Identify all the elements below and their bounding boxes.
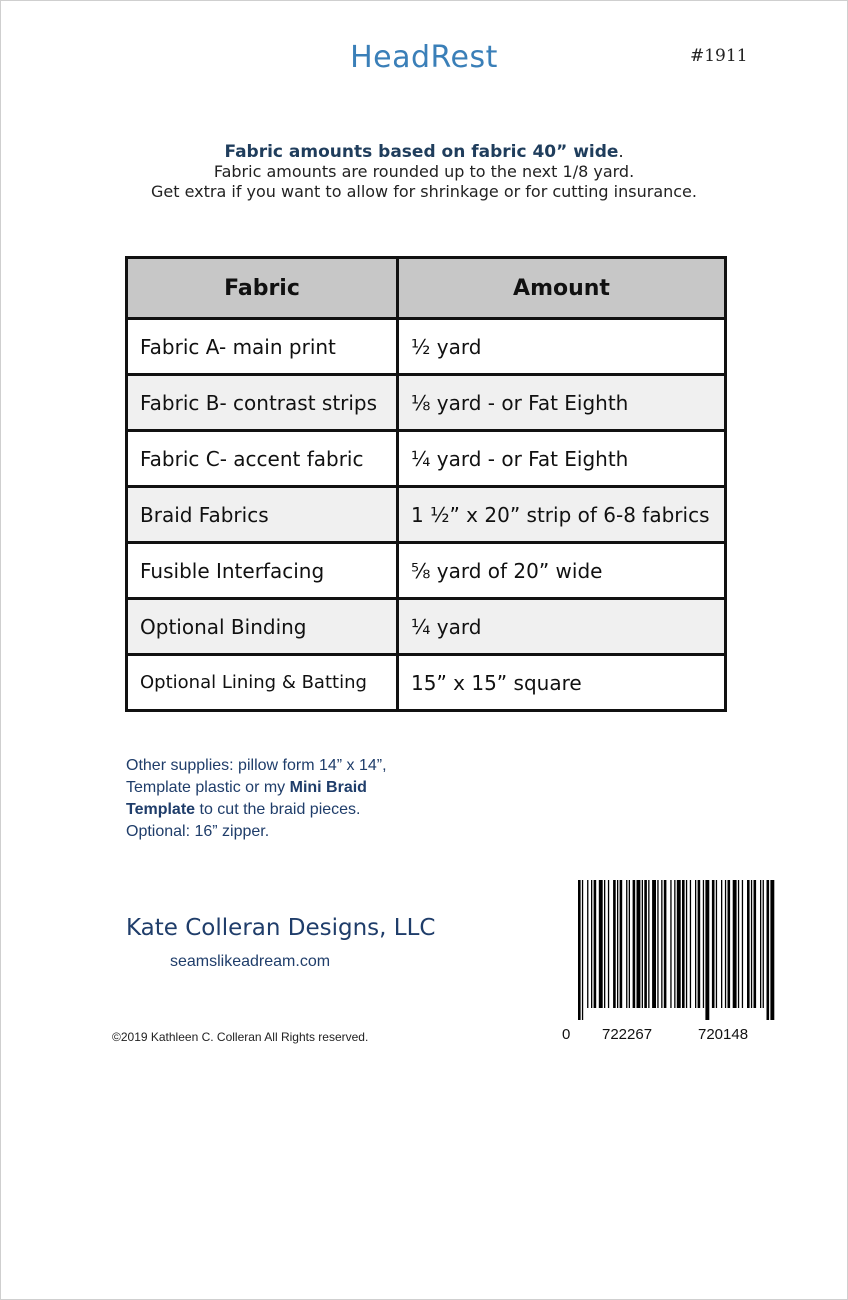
- supplies-line-3: [126, 799, 466, 821]
- pattern-title: HeadRest: [350, 40, 498, 75]
- barcode-bar: [695, 880, 696, 1008]
- mini-braid-text: Mini Braid: [289, 779, 367, 796]
- barcode-bar: [648, 880, 649, 1008]
- barcode-bar: [582, 880, 583, 1020]
- barcode-bar: [763, 880, 764, 1008]
- fabric-note: [0, 142, 848, 202]
- amount-cell: ¼ yard: [398, 599, 726, 655]
- fabric-cell: Optional Binding: [127, 599, 398, 655]
- barcode-bar: [608, 880, 609, 1008]
- company-name: Kate Colleran Designs, LLC: [126, 915, 436, 941]
- barcode-bar: [661, 880, 662, 1008]
- amount-cell: ½ yard: [398, 319, 726, 375]
- supplies-line-3-text: to cut the braid pieces.: [195, 801, 361, 818]
- barcode-bar: [690, 880, 691, 1008]
- fabric-cell: Fusible Interfacing: [127, 543, 398, 599]
- table-row: [127, 599, 726, 655]
- barcode-bar: [594, 880, 597, 1008]
- barcode-bar: [751, 880, 752, 1008]
- barcode-bar: [626, 880, 627, 1008]
- barcode-bar: [728, 880, 731, 1008]
- barcode-bar: [637, 880, 641, 1008]
- barcode-bar: [712, 880, 715, 1008]
- barcode-bar: [652, 880, 656, 1008]
- barcode-bar: [599, 880, 603, 1008]
- barcode-bar: [716, 880, 717, 1008]
- barcode-bar: [682, 880, 685, 1008]
- table-row: [127, 431, 726, 487]
- barcode-bar: [705, 880, 709, 1020]
- supplies-line-2: [126, 777, 466, 799]
- fabric-cell: Optional Lining & Batting: [127, 655, 398, 711]
- table-row: [127, 487, 726, 543]
- shrinkage-note: Get extra if you want to allow for shrinkage or for cutting insurance.: [151, 182, 697, 201]
- barcode-bar: [738, 880, 739, 1008]
- table-row: [127, 319, 726, 375]
- fabric-cell: Fabric B- contrast strips: [127, 375, 398, 431]
- barcode-bar: [698, 880, 701, 1008]
- table-row: [127, 543, 726, 599]
- amount-cell: 1 ½” x 20” strip of 6-8 fabrics: [398, 487, 726, 543]
- barcode-bar: [633, 880, 636, 1008]
- barcode-bar: [629, 880, 630, 1008]
- supplies-line-4: Optional: 16” zipper.: [126, 823, 270, 840]
- barcode-bar: [642, 880, 643, 1008]
- fabric-cell: Braid Fabrics: [127, 487, 398, 543]
- barcode-bar: [703, 880, 704, 1008]
- copyright-notice: ©2019 Kathleen C. Colleran All Rights reserved.: [112, 1030, 369, 1044]
- upc-barcode: [560, 880, 780, 1050]
- barcode-bar: [733, 880, 737, 1008]
- fabric-width-note: Fabric amounts based on fabric 40” wide: [224, 142, 619, 162]
- barcode-bar: [591, 880, 592, 1008]
- barcode-bar: [587, 880, 588, 1008]
- amount-cell: ¼ yard - or Fat Eighth: [398, 431, 726, 487]
- barcode-bars: [578, 880, 778, 1020]
- template-text: Template: [126, 801, 196, 818]
- table-row: [127, 655, 726, 711]
- fabric-width-note-period: .: [618, 142, 624, 161]
- supplies-line-1: Other supplies: pillow form 14” x 14”,: [126, 757, 387, 774]
- fabric-cell: Fabric A- main print: [127, 319, 398, 375]
- fabric-cell: Fabric C- accent fabric: [127, 431, 398, 487]
- amount-cell: ⅛ yard - or Fat Eighth: [398, 375, 726, 431]
- barcode-bar: [670, 880, 671, 1008]
- barcode-bar: [725, 880, 726, 1008]
- table-header-row: [127, 258, 726, 319]
- barcode-lead-digit: 0: [562, 1026, 571, 1043]
- barcode-right-digits: 720148: [698, 1026, 749, 1043]
- amount-cell: ⅝ yard of 20” wide: [398, 543, 726, 599]
- barcode-bar: [721, 880, 722, 1008]
- barcode-bar: [657, 880, 658, 1008]
- barcode-bar: [613, 880, 616, 1008]
- barcode-bar: [617, 880, 618, 1008]
- barcode-bar: [578, 880, 581, 1020]
- fabric-note-bold-line: [0, 142, 848, 162]
- barcode-bar: [760, 880, 761, 1008]
- pattern-number: #1911: [690, 46, 748, 66]
- amount-cell: 15” x 15” square: [398, 655, 726, 711]
- barcode-left-digits: 722267: [602, 1026, 653, 1043]
- column-header-amount: Amount: [398, 258, 726, 319]
- barcode-bar: [742, 880, 743, 1008]
- fabric-requirements-table: [125, 256, 727, 712]
- barcode-bar: [644, 880, 647, 1008]
- barcode-bar: [664, 880, 667, 1008]
- supplies-line-2-text: Template plastic or my: [126, 779, 290, 796]
- barcode-bar: [604, 880, 605, 1008]
- barcode-bar: [674, 880, 675, 1008]
- table-row: [127, 375, 726, 431]
- barcode-bar: [754, 880, 757, 1008]
- other-supplies: [126, 755, 466, 843]
- barcode-bar: [770, 880, 774, 1020]
- column-header-fabric: Fabric: [127, 258, 398, 319]
- barcode-bar: [686, 880, 687, 1008]
- barcode-bar: [767, 880, 770, 1020]
- rounding-note: Fabric amounts are rounded up to the next 1/8 yard.: [213, 162, 635, 181]
- barcode-bar: [620, 880, 623, 1008]
- barcode-bar: [677, 880, 681, 1008]
- barcode-bar: [747, 880, 750, 1008]
- website-link[interactable]: seamslikeadream.com: [170, 953, 331, 970]
